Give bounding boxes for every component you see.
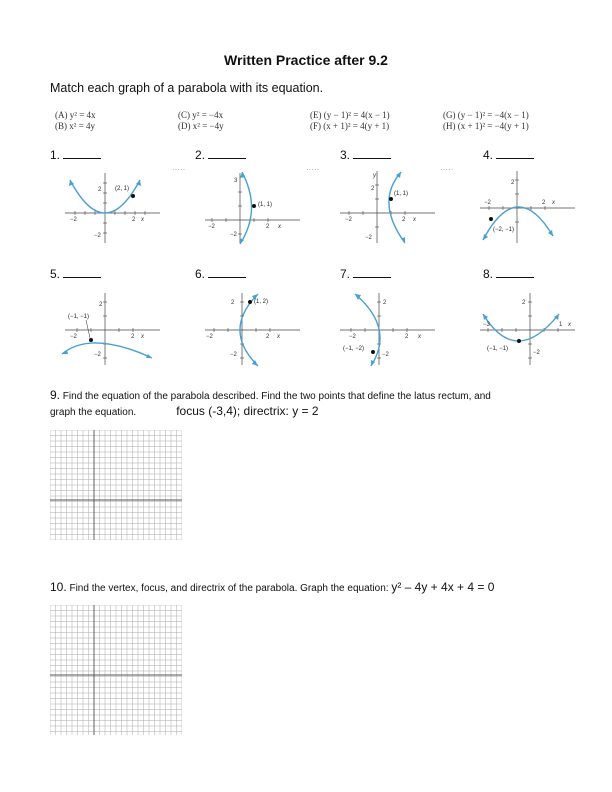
graph-8 — [475, 290, 585, 370]
tick-label: 2 — [131, 334, 135, 340]
tick-label: 2 — [542, 200, 546, 206]
tick-label: 2 — [383, 300, 387, 306]
tick-label: 2 — [402, 217, 406, 223]
tick-label: −2 — [382, 352, 389, 358]
graph-7 — [335, 290, 445, 370]
point-label: (−1, −1) — [487, 346, 509, 352]
tick-label: y — [373, 173, 376, 179]
point-label: (1, 2) — [254, 299, 269, 305]
tick-label: x — [552, 200, 555, 206]
graph-grid-9[interactable] — [50, 430, 182, 540]
tick-label: −2 — [94, 352, 101, 358]
equation-g: (G) (y − 1)² = −4(x − 1) — [443, 110, 529, 120]
equation-h: (H) (x + 1)² = −4(y + 1) — [443, 121, 529, 131]
answer-blank[interactable] — [63, 267, 101, 278]
tick-label: −2 — [94, 233, 101, 239]
scan-mark: ····· — [172, 165, 186, 174]
tick-label: 2 — [231, 300, 235, 306]
answer-3: 3. — [340, 148, 391, 162]
tick-label: −2 — [70, 217, 77, 223]
graph-5 — [60, 290, 170, 370]
graph-1 — [60, 168, 170, 248]
tick-label: −2 — [365, 235, 372, 241]
tick-label: 2 — [98, 187, 102, 193]
tick-label: −2 — [208, 224, 215, 230]
answer-7: 7. — [340, 267, 391, 281]
equation-group-ef — [310, 110, 390, 132]
scan-mark: ····· — [440, 165, 454, 174]
tick-label: −2 — [206, 334, 213, 340]
graph-3 — [335, 168, 445, 248]
tick-label: 1 — [559, 322, 563, 328]
equation-group-cd — [178, 110, 224, 132]
graph-2 — [200, 168, 310, 248]
point-label: (2, 1) — [115, 186, 130, 192]
answer-blank[interactable] — [63, 148, 101, 159]
tick-label: 2 — [405, 334, 409, 340]
graph-4 — [475, 168, 585, 248]
equation-c: (C) y² = −4x — [178, 110, 224, 120]
tick-label: 2 — [266, 334, 270, 340]
question-text: Find the vertex, focus, and directrix of the parabola. Graph the equation: — [69, 583, 389, 594]
answer-1: 1. — [50, 148, 101, 162]
tick-label: x — [413, 217, 416, 223]
equation-f: (F) (x + 1)² = 4(y + 1) — [310, 121, 390, 131]
answer-8: 8. — [483, 267, 534, 281]
question-9 — [50, 388, 491, 420]
answer-6: 6. — [195, 267, 246, 281]
tick-label: −2 — [230, 352, 237, 358]
tick-label: −2 — [533, 350, 540, 356]
question-number: 10. — [50, 580, 67, 594]
tick-label: x — [278, 224, 281, 230]
question-text-2: graph the equation. — [50, 407, 137, 418]
scan-mark: ····· — [306, 165, 320, 174]
answer-4: 4. — [483, 148, 534, 162]
question-10 — [50, 580, 494, 596]
instructions: Match each graph of a parabola with its equation. — [50, 81, 324, 95]
tick-label: x — [418, 334, 421, 340]
point-label: (−1, −1) — [68, 314, 90, 320]
question-number: 9. — [50, 388, 61, 402]
question-text: Find the equation of the parabola described. Find the two points that define the latus rectum, and — [62, 391, 491, 402]
point-label: (1, 1) — [394, 191, 409, 197]
tick-label: −2 — [230, 232, 237, 238]
equation-a: (A) y² = 4x — [55, 110, 96, 120]
tick-label: −3 — [483, 322, 490, 328]
tick-label: 2 — [266, 224, 270, 230]
answer-blank[interactable] — [496, 267, 534, 278]
tick-label: x — [568, 322, 571, 328]
tick-label: −2 — [484, 200, 491, 206]
answer-2: 2. — [195, 148, 246, 162]
equation-group-gh — [443, 110, 529, 132]
given-equation: y² – 4y + 4x + 4 = 0 — [391, 580, 495, 594]
given-info: focus (-3,4); directrix: y = 2 — [176, 404, 319, 418]
point-label: (1, 1) — [258, 202, 273, 208]
tick-label: 2 — [511, 180, 515, 186]
answer-blank[interactable] — [353, 267, 391, 278]
answer-blank[interactable] — [496, 148, 534, 159]
answer-blank[interactable] — [208, 148, 246, 159]
equation-d: (D) x² = −4y — [178, 121, 224, 131]
tick-label: −2 — [70, 334, 77, 340]
tick-label: 3 — [234, 178, 238, 184]
point-label: (−2, −1) — [493, 227, 515, 233]
answer-5: 5. — [50, 267, 101, 281]
tick-label: 2 — [99, 302, 103, 308]
tick-label: 2 — [522, 300, 526, 306]
equation-group-ab — [55, 110, 96, 132]
graph-grid-10[interactable] — [50, 605, 182, 735]
answer-blank[interactable] — [353, 148, 391, 159]
equation-b: (B) x² = 4y — [55, 121, 96, 131]
equation-e: (E) (y − 1)² = 4(x − 1) — [310, 110, 390, 120]
point-label: (−1, −2) — [343, 346, 365, 352]
graph-6 — [200, 290, 310, 370]
page-title: Written Practice after 9.2 — [224, 52, 388, 68]
tick-label: −2 — [345, 217, 352, 223]
tick-label: x — [277, 334, 280, 340]
tick-label: x — [141, 217, 144, 223]
tick-label: 2 — [132, 217, 136, 223]
tick-label: 2 — [371, 186, 375, 192]
answer-blank[interactable] — [208, 267, 246, 278]
tick-label: −2 — [349, 334, 356, 340]
tick-label: x — [141, 334, 144, 340]
